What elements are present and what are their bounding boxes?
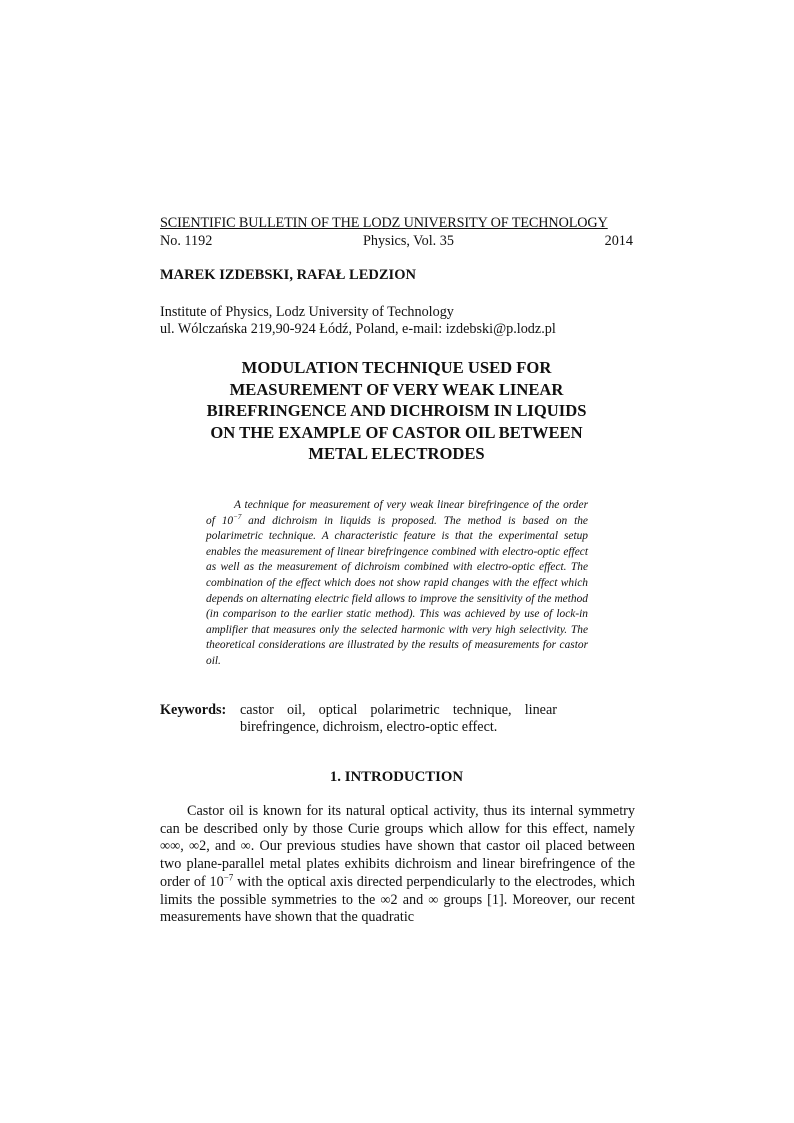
journal-header: SCIENTIFIC BULLETIN OF THE LODZ UNIVERSITY OF TECHNOLOGY: [160, 215, 608, 231]
journal-issue-line: [160, 233, 633, 250]
title-line: ON THE EXAMPLE OF CASTOR OIL BETWEEN: [210, 422, 583, 442]
issue-number: No. 1192: [160, 233, 213, 249]
keywords-line-1: castor oil, optical polarimetric technique, linear: [240, 702, 557, 718]
affiliation-address: ul. Wólczańska 219,90-924 Łódź, Poland, e-mail: izdebski@p.lodz.pl: [160, 321, 556, 337]
body-text-start: Castor oil is known for its natural optical activity, thus its internal symmetry can be described only by those Curie groups which allow for this effect, namely ∞∞, ∞2, and ∞. Our previous studies have shown that castor oil placed between two plane-parallel metal plates exhibits dichroism and linear birefringence of the order of 10: [160, 803, 635, 890]
title-line: BIREFRINGENCE AND DICHROISM IN LIQUIDS: [206, 401, 587, 420]
affiliation-institute: Institute of Physics, Lodz University of Technology: [160, 304, 454, 320]
series-volume: Physics, Vol. 35: [362, 233, 454, 249]
keywords-line-2: birefringence, dichroism, electro-optic effect.: [240, 719, 498, 735]
title-line: METAL ELECTRODES: [308, 444, 485, 463]
keywords: [160, 702, 557, 736]
title-line: MEASUREMENT OF VERY WEAK LINEAR: [229, 379, 564, 399]
authors: MAREK IZDEBSKI, RAFAŁ LEDZION: [160, 267, 416, 283]
abstract-text-rest: and dichroism in liquids is proposed. The method is based on the polarimetric technique. A characteristic feature is that the experimental setup enables the measurement of linear birefringence combined with electro-optic effect as well as the measurement of dichroism combined with electro-optic effect. The combination of the effect which does not show rapid changes with the effect which depends on alternating electric field allows to improve the sensitivity of the method (in comparison to the earlier static method). This was achieved by use of lock-in amplifier that measures only the selected harmonic with very high selectivity. The theoretical considerations are illustrated by the results of measurements for castor oil.: [206, 514, 588, 667]
section-heading: 1. INTRODUCTION: [329, 769, 464, 785]
paper-title: [160, 357, 633, 465]
affiliation: [160, 304, 556, 338]
keywords-label: Keywords:: [160, 702, 227, 718]
abstract-exponent: −7: [233, 512, 242, 521]
abstract-text-start: A technique for measurement of very weak linear birefringence of the order of 10: [206, 499, 588, 527]
body-text-rest: with the optical axis directed perpendicularly to the electrodes, which limits the possible symmetries to the ∞2 and ∞ groups [1]. Moreover, our recent measurements have shown that the quadratic: [160, 873, 635, 926]
body-exponent: −7: [223, 872, 234, 883]
issue-year: 2014: [604, 233, 633, 249]
abstract: [206, 498, 588, 670]
body-paragraph: [160, 803, 635, 927]
title-line: MODULATION TECHNIQUE USED FOR: [241, 358, 552, 377]
